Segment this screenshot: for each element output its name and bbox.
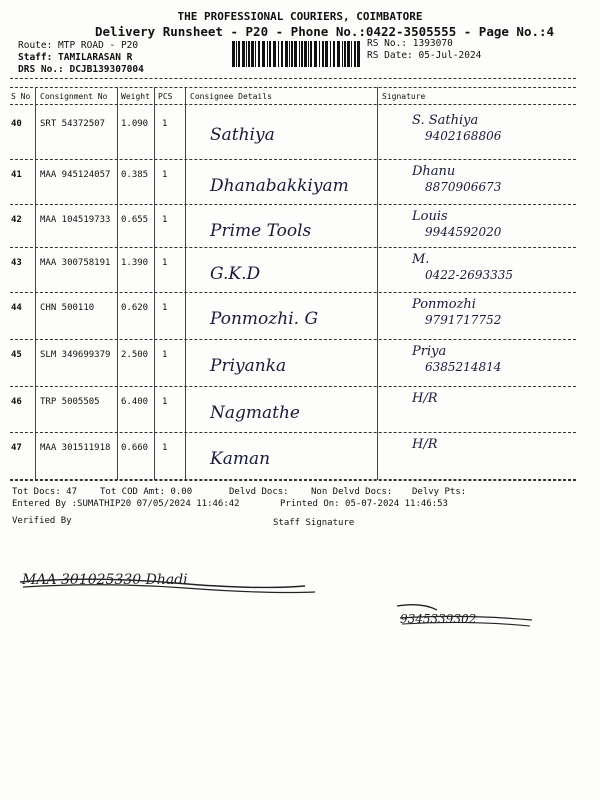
column-rule	[377, 87, 378, 480]
handwritten-note-right: 9345339302	[400, 612, 477, 626]
total-docs: Tot Docs: 47	[12, 487, 78, 497]
row-pcs: 1	[162, 119, 168, 129]
row-sno: 46	[11, 397, 22, 407]
barcode-bar	[344, 41, 346, 67]
barcode-bar	[337, 41, 340, 67]
row-divider	[10, 386, 576, 387]
row-pcs: 1	[162, 443, 168, 453]
row-consignment-no: MAA 945124057	[40, 170, 111, 180]
row-weight: 0.655	[121, 215, 149, 225]
barcode-bar	[255, 41, 256, 67]
barcode-bar	[322, 41, 324, 67]
col-header-pcs: PCS	[158, 92, 173, 101]
divider	[10, 78, 576, 79]
row-consignee-handwritten: Priyanka	[210, 356, 287, 376]
row-consignment-no: MAA 104519733	[40, 215, 111, 225]
delivery-points: Delvy Pts:	[412, 487, 467, 497]
row-weight: 1.390	[121, 258, 149, 268]
barcode-bar	[285, 41, 288, 67]
row-divider	[10, 292, 576, 293]
row-phone-handwritten: 8870906673	[425, 180, 502, 194]
row-weight: 6.400	[121, 397, 149, 407]
col-header-sno: S No	[11, 92, 31, 101]
barcode-bar	[304, 41, 307, 67]
barcode-bar	[251, 41, 254, 67]
row-pcs: 1	[162, 350, 168, 360]
barcode-bar	[325, 41, 328, 67]
barcode-bar	[308, 41, 309, 67]
staff-label: Staff: TAMILARASAN R	[18, 52, 133, 63]
row-consignment-no: CHN 500110	[40, 303, 95, 313]
row-sno: 45	[11, 350, 22, 360]
barcode-bar	[289, 41, 290, 67]
barcode-bar	[347, 41, 350, 67]
row-weight: 0.620	[121, 303, 149, 313]
row-phone-handwritten: 9402168806	[425, 129, 502, 143]
column-rule	[154, 87, 155, 480]
row-pcs: 1	[162, 170, 168, 180]
row-consignment-no: SLM 349699379	[40, 350, 111, 360]
row-pcs: 1	[162, 215, 168, 225]
runsheet-title: Delivery Runsheet - P20 - Phone No.:0422-3505555 - Page No.:4	[95, 24, 555, 39]
row-consignee-handwritten: Kaman	[210, 449, 271, 469]
row-phone-handwritten: 9944592020	[425, 225, 502, 239]
barcode-bar	[301, 41, 303, 67]
row-consignment-no: MAA 300758191	[40, 258, 111, 268]
barcode-bar	[232, 41, 235, 67]
printed-on: Printed On: 05-07-2024 11:46:53	[280, 499, 448, 509]
row-weight: 0.385	[121, 170, 149, 180]
handwritten-note-left: MAA 301025330 Dhadi	[22, 572, 188, 588]
barcode-bar	[246, 41, 247, 67]
row-divider	[10, 432, 576, 433]
barcode-bar	[267, 41, 268, 67]
column-rule	[117, 87, 118, 480]
barcode-bar	[281, 41, 283, 67]
divider	[10, 480, 576, 481]
row-signature-handwritten: Louis	[412, 209, 448, 224]
divider	[10, 87, 576, 88]
row-signature-handwritten: Ponmozhi	[412, 297, 476, 312]
row-pcs: 1	[162, 303, 168, 313]
row-sno: 42	[11, 215, 22, 225]
row-phone-handwritten: 0422-2693335	[425, 268, 514, 282]
route-label: Route: MTP ROAD - P20	[18, 40, 139, 51]
row-signature-handwritten: Dhanu	[412, 164, 456, 179]
barcode-bar	[299, 41, 300, 67]
barcode-bar	[291, 41, 293, 67]
divider	[10, 104, 576, 105]
barcode-bar	[333, 41, 335, 67]
row-divider	[10, 247, 576, 248]
row-phone-handwritten: 6385214814	[425, 360, 502, 374]
delivered-docs: Delvd Docs:	[229, 487, 289, 497]
barcode-bar	[294, 41, 297, 67]
row-divider	[10, 159, 576, 160]
row-signature-handwritten: H/R	[412, 391, 438, 406]
col-header-consignee: Consignee Details	[190, 92, 272, 101]
col-header-consignment: Consignment No	[40, 92, 108, 101]
rs-number: RS No.: 1393070	[367, 38, 453, 49]
barcode-bar	[354, 41, 356, 67]
row-divider	[10, 339, 576, 340]
barcode-bar	[314, 41, 317, 67]
row-sno: 47	[11, 443, 22, 453]
row-weight: 0.660	[121, 443, 149, 453]
row-weight: 1.090	[121, 119, 149, 129]
row-consignee-handwritten: G.K.D	[210, 264, 261, 284]
barcode-bar	[319, 41, 320, 67]
column-rule	[35, 87, 36, 480]
row-sno: 44	[11, 303, 22, 313]
entered-by: Entered By :SUMATHIP20 07/05/2024 11:46:42	[12, 499, 240, 509]
barcode-bar	[269, 41, 271, 67]
barcode-bar	[262, 41, 265, 67]
row-consignee-handwritten: Nagmathe	[210, 403, 300, 423]
row-consignee-handwritten: Sathiya	[210, 125, 275, 145]
staff-signature-label: Staff Signature	[273, 518, 355, 528]
row-consignee-handwritten: Dhanabakkiyam	[210, 176, 349, 196]
row-sno: 41	[11, 170, 22, 180]
barcode-bar	[278, 41, 279, 67]
barcode-bar	[351, 41, 352, 67]
row-signature-handwritten: H/R	[412, 437, 438, 452]
verified-by: Verified By	[12, 516, 72, 526]
row-signature-handwritten: S. Sathiya	[412, 113, 479, 128]
row-consignment-no: MAA 301511918	[40, 443, 111, 453]
drs-number: DRS No.: DCJB139307004	[18, 64, 144, 75]
rs-date: RS Date: 05-Jul-2024	[367, 50, 482, 61]
row-weight: 2.500	[121, 350, 149, 360]
barcode-bar	[238, 41, 240, 67]
barcode-bar	[242, 41, 245, 67]
barcode-bar	[248, 41, 250, 67]
col-header-signature: Signature	[382, 92, 426, 101]
barcode-bar	[310, 41, 312, 67]
row-signature-handwritten: Priya	[412, 344, 447, 359]
row-sno: 40	[11, 119, 22, 129]
row-signature-handwritten: M.	[412, 252, 430, 267]
row-consignment-no: SRT 54372507	[40, 119, 106, 129]
row-pcs: 1	[162, 397, 168, 407]
column-rule	[185, 87, 186, 480]
barcode-bar	[273, 41, 276, 67]
row-pcs: 1	[162, 258, 168, 268]
barcode-bar	[330, 41, 331, 67]
row-consignee-handwritten: Prime Tools	[210, 221, 312, 241]
non-delivered-docs: Non Delvd Docs:	[311, 487, 393, 497]
barcode-bar	[258, 41, 260, 67]
strike-through-scribble	[392, 598, 542, 638]
barcode-bar	[236, 41, 237, 67]
barcode-image	[232, 41, 360, 67]
company-name: THE PROFESSIONAL COURIERS, COIMBATORE	[177, 10, 423, 23]
row-consignee-handwritten: Ponmozhi. G	[210, 309, 319, 329]
col-header-weight: Weight	[121, 92, 150, 101]
total-cod: Tot COD Amt: 0.00	[100, 487, 193, 497]
strike-through-scribble	[15, 568, 325, 608]
row-consignment-no: TRP 5005505	[40, 397, 100, 407]
row-divider	[10, 204, 576, 205]
barcode-bar	[342, 41, 343, 67]
row-sno: 43	[11, 258, 22, 268]
row-phone-handwritten: 9791717752	[425, 313, 502, 327]
barcode-bar	[357, 41, 360, 67]
